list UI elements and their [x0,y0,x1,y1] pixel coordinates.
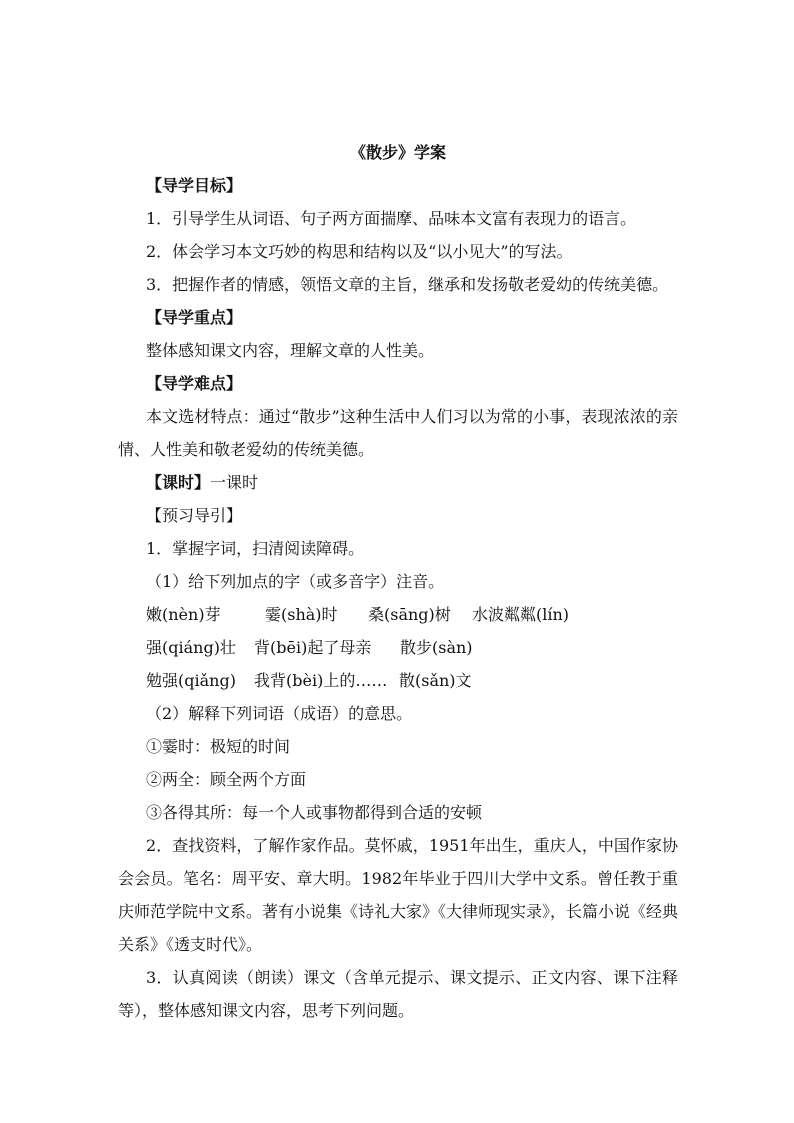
difficulties-text: 本文选材特点：通过“散步”这种生活中人们习以为常的小事，表现浓浓的亲情、人性美和敬老爱幼的传统美德。 [118,407,678,459]
preview-sub-2: （2）解释下列词语（成语）的意思。 [146,704,413,723]
document-title: 《散步》学案 [349,143,446,162]
key-points-text: 整体感知课文内容，理解文章的人性美。 [146,341,435,360]
definition-3: ③各得其所：每一个人或事物都得到合适的安顿 [146,803,483,822]
pinyin-item: 嫩(nèn)芽 [146,605,221,624]
goals-heading: 【导学目标】 [146,176,243,195]
class-hours-line [118,466,678,499]
key-points-heading: 【导学重点】 [146,308,243,327]
pinyin-row-2 [118,631,678,664]
pinyin-item: 我背(bèi)上的…… [254,671,388,690]
pinyin-row-1 [118,598,678,631]
pinyin-row-3 [118,664,678,697]
preview-sub-1: （1）给下列加点的字（或多音字）注音。 [146,572,445,591]
pinyin-item: 散步(sàn) [400,638,473,657]
class-hours-heading: 【课时】 [146,473,211,492]
class-hours-value: 一课时 [210,473,259,492]
goal-item-3: 3．把握作者的情感，领悟文章的主旨，继承和发扬敬老爱幼的传统美德。 [146,275,669,294]
document-content [118,136,678,1027]
pinyin-item: 强(qiáng)壮 [146,638,236,657]
definition-1: ①霎时：极短的时间 [146,737,291,756]
preview-heading: 【预习导引】 [146,506,243,525]
preview-step-1: 1．掌握字词，扫清阅读障碍。 [146,539,365,558]
preview-step-2: 2．查找资料，了解作家作品。莫怀戚，1951年出生，重庆人，中国作家协会会员。笔名：周平安、章大明。1982年毕业于四川大学中文系。曾任教于重庆师范学院中文系。著有小说集《诗礼大家》《大律师现实录》，长篇小说《经典关系》《透支时代》。 [118,836,679,954]
difficulties-heading: 【导学难点】 [146,374,243,393]
goal-item-2: 2．体会学习本文巧妙的构思和结构以及“以小见大”的写法。 [146,242,573,261]
goal-item-1: 1．引导学生从词语、句子两方面揣摩、品味本文富有表现力的语言。 [146,209,637,228]
pinyin-item: 背(bēi)起了母亲 [254,638,372,657]
pinyin-item: 水波粼粼(lín) [472,605,570,624]
pinyin-item: 桑(sāng)树 [368,605,451,624]
pinyin-item: 散(sǎn)文 [399,671,472,690]
pinyin-item: 勉强(qiǎng) [146,671,236,690]
definition-2: ②两全：顾全两个方面 [146,770,307,789]
pinyin-item: 霎(shà)时 [265,605,338,624]
preview-step-3: 3．认真阅读（朗读）课文（含单元提示、课文提示、正文内容、课下注释等），整体感知课文内容，思考下列问题。 [118,968,678,1020]
